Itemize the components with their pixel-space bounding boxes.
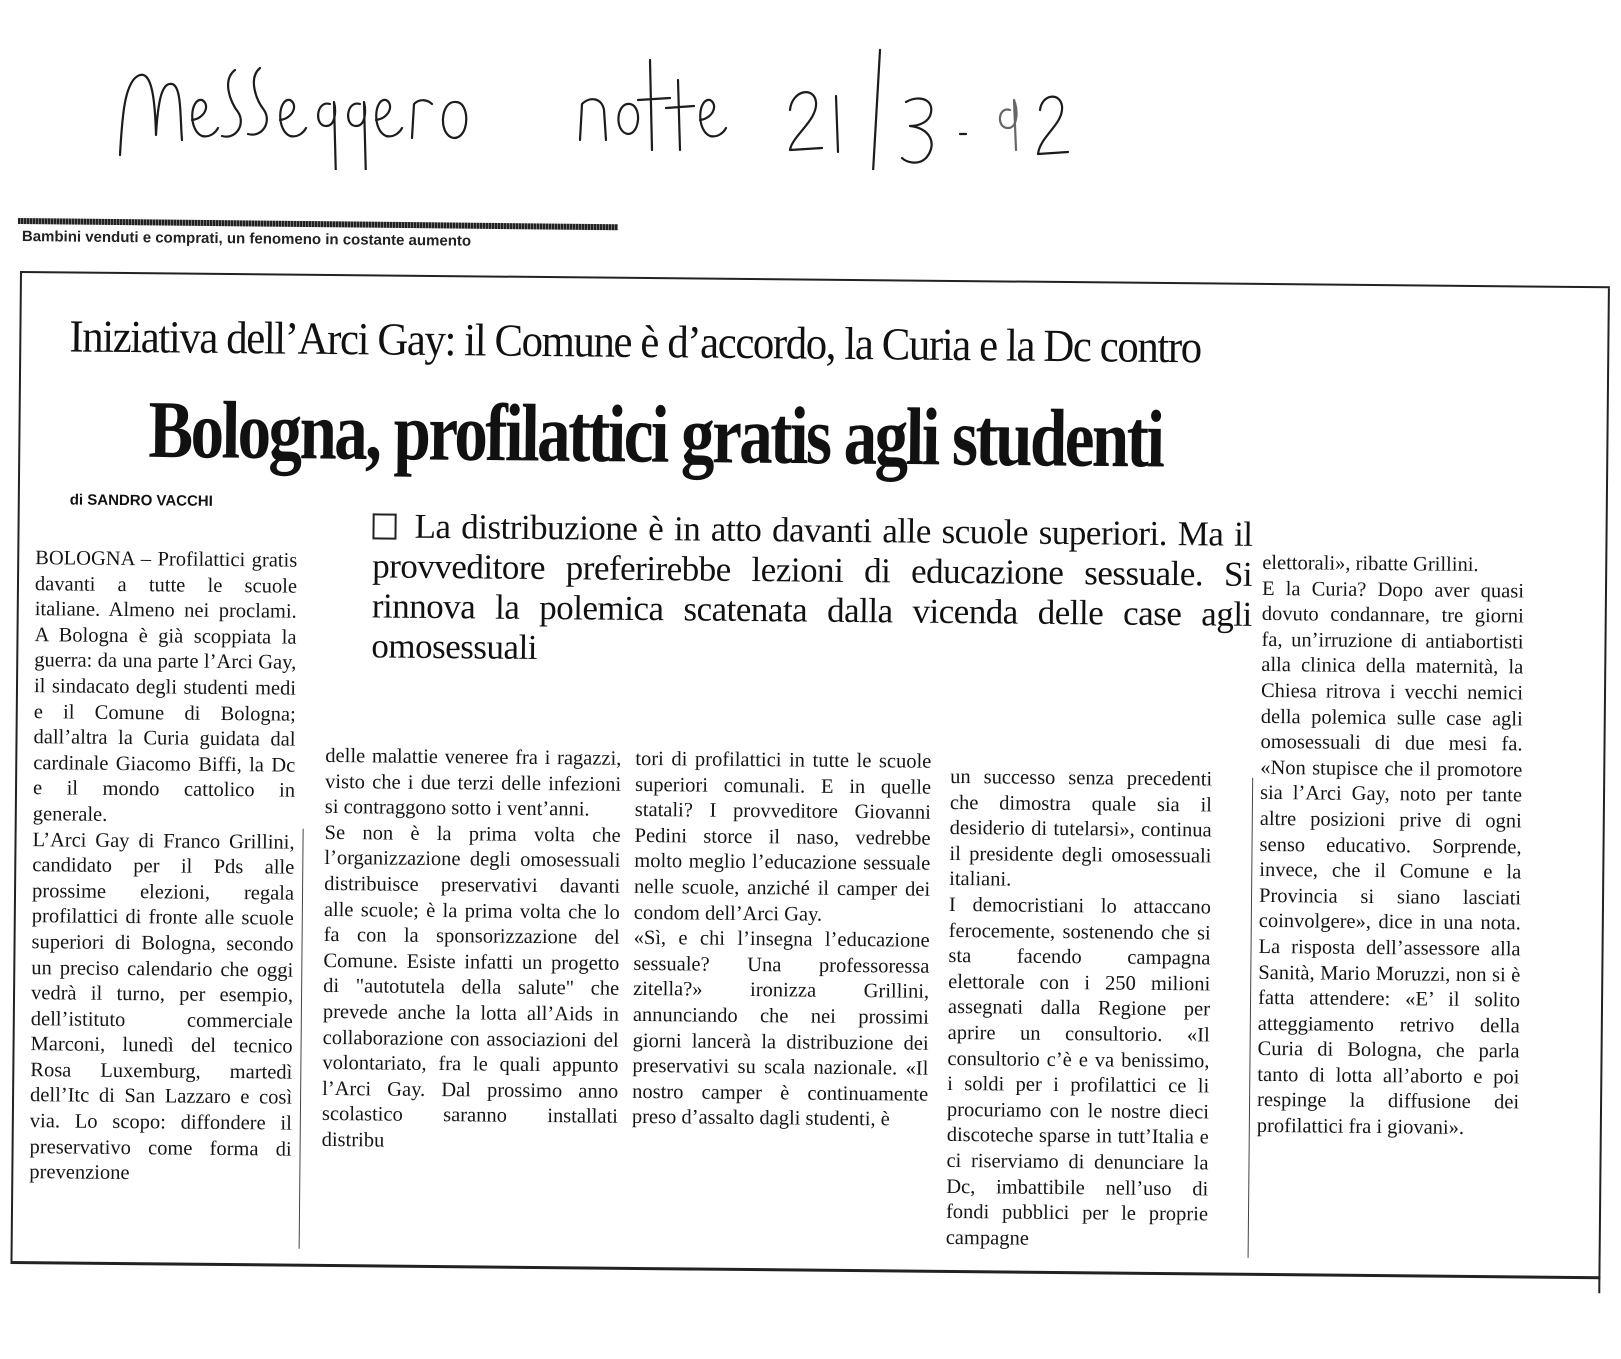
bullet-square-icon [372,513,396,539]
paragraph: Se non è la prima volta che l’organizzazione degli omosessuali distribuisce preservativi davanti alle scuole; è la prima volta che lo fa con la sponsorizzazione del Comune. Esiste infatti un progetto di "autotutela della salute" che prevede anche la lotta all’Aids in collaborazione con associazioni del volontariato, fra le quali appunto l’Arci Gay. Dal prossimo anno scolastico saranno installati distribu [321,821,621,1152]
box-border-right [1598,288,1610,1293]
article-column-5 [1257,551,1525,1142]
previous-article-caption: Bambini venduti e comprati, un fenomeno in costante aumento [21,228,472,250]
box-border-left [10,271,22,1261]
handwritten-annotation [110,40,1260,170]
paragraph: E la Curia? Dopo aver quasi dovuto condannare, tre giorni fa, un’irruzione di antiabortisti alla clinica della maternità, la Chiesa ritrova i vecchi nemici della polemica sulle case agli omosessuali di due mesi fa. «Non stupisce che il promotore sia l’Arci Gay, noto per tante altre posizioni prive di ogni senso educativo. Sorprende, invece, che il Comune e la Provincia si siano lasciati coinvolgere», dice in una nota. La risposta dell’assessore alla Sanità, Mario Moruzzi, non si è fatta attendere: «E’ il solito atteggiamento retrivo della Curia di Bologna, che parla tanto di lotta all’aborto e poi respinge la diffusione dei profilattici fra i giovani». [1256,577,1525,1139]
paragraph: BOLOGNA – Profilattici gratis davanti a tutte le scuole italiane. Almeno nei proclami. A Bologna è già scoppiata la guerra: da una parte l’Arci Gay, il sindacato degli studenti medi e il Comune di Bologna; dall’altra la Curia guidata dal cardinale Giacomo Biffi, la Dc e il mondo cattolico in generale. [32,547,298,826]
article-box [10,271,1610,1316]
article-column-2 [322,744,622,1156]
article-kicker: Iniziativa dell’Arci Gay: il Comune è d’accordo, la Curia e la Dc contro [69,310,1201,373]
article-summary [371,506,1252,674]
article-column-1 [29,546,297,1188]
paragraph: un successo senza precedenti che dimostra quale sia il desiderio di tutelarsi», continua il presidente degli omosessuali italiani. [949,765,1213,891]
paragraph: L’Arci Gay di Franco Grillini, candidato per il Pds alle prossime elezioni, regala profilattici di fronte alle scuole superiori di Bologna, secondo un preciso calendario che oggi vedrà il turno, per esempio, dell’istituto commerciale Marconi, lunedì del tecnico Rosa Luxemburg, martedì dell’Itc di San Lazzaro e così via. Lo scopo: diffondere il preservativo come forma di prevenzione [29,828,295,1185]
article-column-4 [946,765,1213,1254]
paragraph: I democristiani lo attaccano ferocemente, sostenendo che si sta facendo campagna elettorale con i 250 milioni assegnati dalla Regione per aprire un consultorio. «Il consultorio c’è e va benissimo, i soldi per i profilattici ce li procuriamo con le nostre dieci discoteche sparse in tutt’Italia e ci riserviamo di denunciare la Dc, imbattibile nell’uso di fondi pubblici per le proprie campagne [945,893,1212,1250]
article-column-3 [632,747,932,1134]
paragraph: tori di profilattici in tutte le scuole superiori comunali. E in quelle statali? I provveditore Giovanni Pedini storce il naso, vedrebbe molto meglio l’educazione sessuale nelle scuole, anziché il camper dei condom dell’Arci Gay. [633,747,932,926]
column-rule [1248,778,1254,1258]
summary-text: La distribuzione è in atto davanti alle scuole superiori. Ma il provveditore preferirebbe lezioni di educazione sessuale. Si rinnova la polemica scatenata dalla vicenda delle case agli omosessuali [371,506,1253,667]
paragraph: delle malattie veneree fra i ragazzi, visto che i due terzi delle infezioni si contraggono sotto i vent’anni. [324,744,622,821]
article-byline: di SANDRO VACCHI [69,491,213,510]
article-headline: Bologna, profilattici gratis agli studenti [148,383,1163,485]
box-border-bottom [10,1261,1600,1279]
paragraph: elettorali», ribatte Grillini. [1262,551,1479,577]
column-rule [299,829,304,1249]
paragraph: «Sì, e chi l’insegna l’educazione sessuale? Una professoressa zitella?» ironizza Grillini, annunciando che nei prossimi giorni lancerà la distribuzione dei preservativi su scala nazionale. «Il nostro camper è continuamente preso d’assalto dagli studenti, è [631,927,930,1131]
